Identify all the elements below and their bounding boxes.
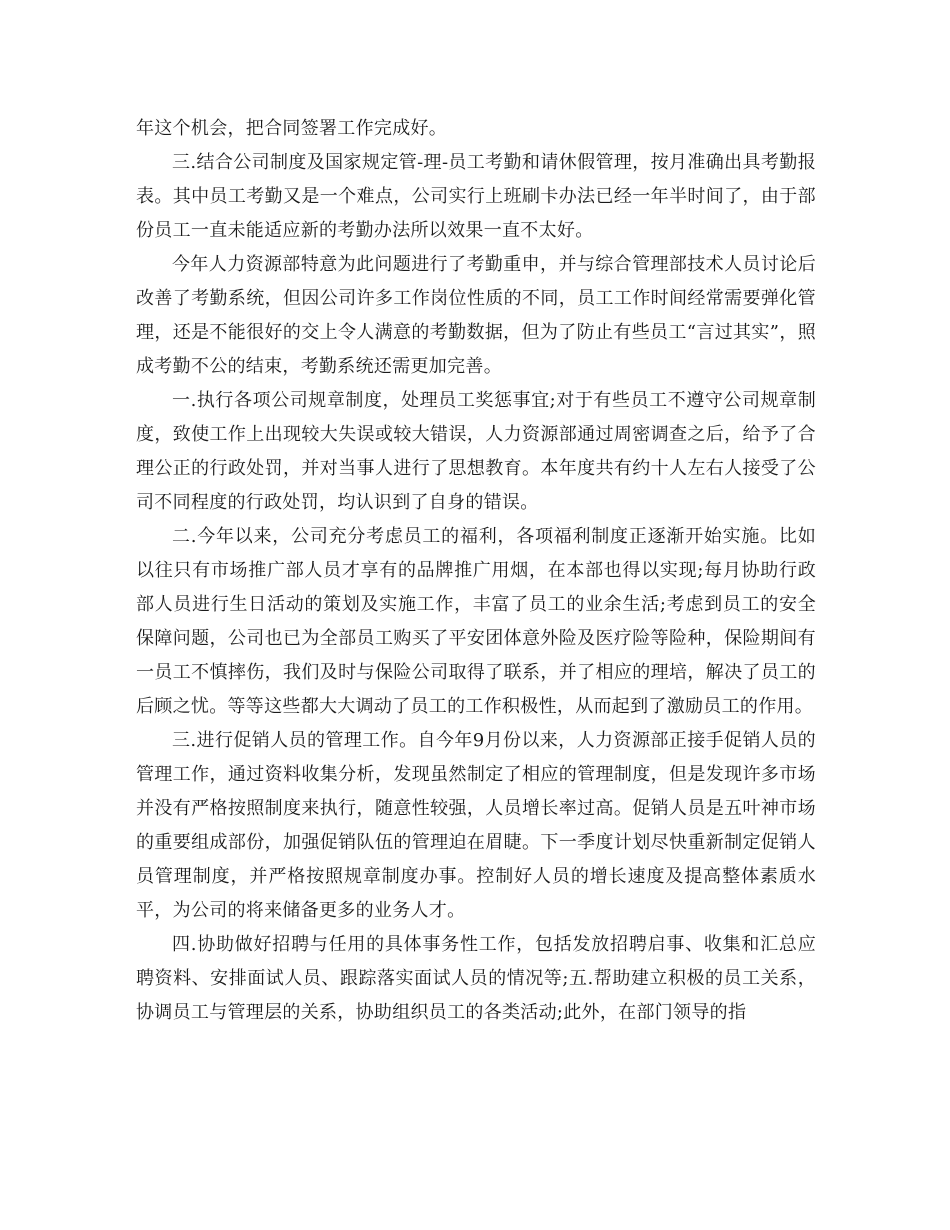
paragraph-6: 三.进行促销人员的管理工作。自今年9月份以来，人力资源部正接手促销人员的管理工作，通过资料收集分析，发现虽然制定了相应的管理制度，但是发现许多市场并没有严格按照制度来执行，随意性较强，人员增长率过高。促销人员是五叶神市场的重要组成部份，加强促销队伍的管理迫在眉睫。下一季度计划尽快重新制定促销人员管理制度，并严格按照规章制度办事。控制好人员的增长速度及提高整体素质水平，为公司的将来储备更多的业务人才。 [136,730,816,921]
paragraph-1: 年这个机会，把合同签署工作完成好。 [136,118,448,139]
document-body [136,112,816,1030]
paragraph-3: 今年人力资源部特意为此问题进行了考勤重申，并与综合管理部技术人员讨论后改善了考勤系统，但因公司许多工作岗位性质的不同，员工工作时间经常需要弹化管理，还是不能很好的交上令人满意的考勤数据，但为了防止有些员工“言过其实”，照成考勤不公的结束，考勤系统还需更加完善。 [136,254,816,377]
paragraph-7: 四.协助做好招聘与任用的具体事务性工作，包括发放招聘启事、收集和汇总应聘资料、安排面试人员、跟踪落实面试人员的情况等;五.帮助建立积极的员工关系，协调员工与管理层的关系，协助组织员工的各类活动;此外，在部门领导的指 [136,934,816,1023]
paragraph-2: 三.结合公司制度及国家规定管-理-员工考勤和请休假管理，按月准确出具考勤报表。其中员工考勤又是一个难点，公司实行上班刷卡办法已经一年半时间了，由于部份员工一直未能适应新的考勤办法所以效果一直不太好。 [136,152,816,241]
paragraph-4: 一.执行各项公司规章制度，处理员工奖惩事宜;对于有些员工不遵守公司规章制度，致使工作上出现较大失误或较大错误，人力资源部通过周密调查之后，给予了合理公正的行政处罚，并对当事人进行了思想教育。本年度共有约十人左右人接受了公司不同程度的行政处罚，均认识到了自身的错误。 [136,390,816,513]
paragraph-5: 二.今年以来，公司充分考虑员工的福利，各项福利制度正逐渐开始实施。比如以往只有市场推广部人员才享有的品牌推广用烟，在本部也得以实现;每月协助行政部人员进行生日活动的策划及实施工作，丰富了员工的业余生活;考虑到员工的安全保障问题，公司也已为全部员工购买了平安团体意外险及医疗险等险种，保险期间有一员工不慎摔伤，我们及时与保险公司取得了联系，并了相应的理培，解决了员工的后顾之忧。等等这些都大大调动了员工的工作积极性，从而起到了激励员工的作用。 [136,526,816,717]
